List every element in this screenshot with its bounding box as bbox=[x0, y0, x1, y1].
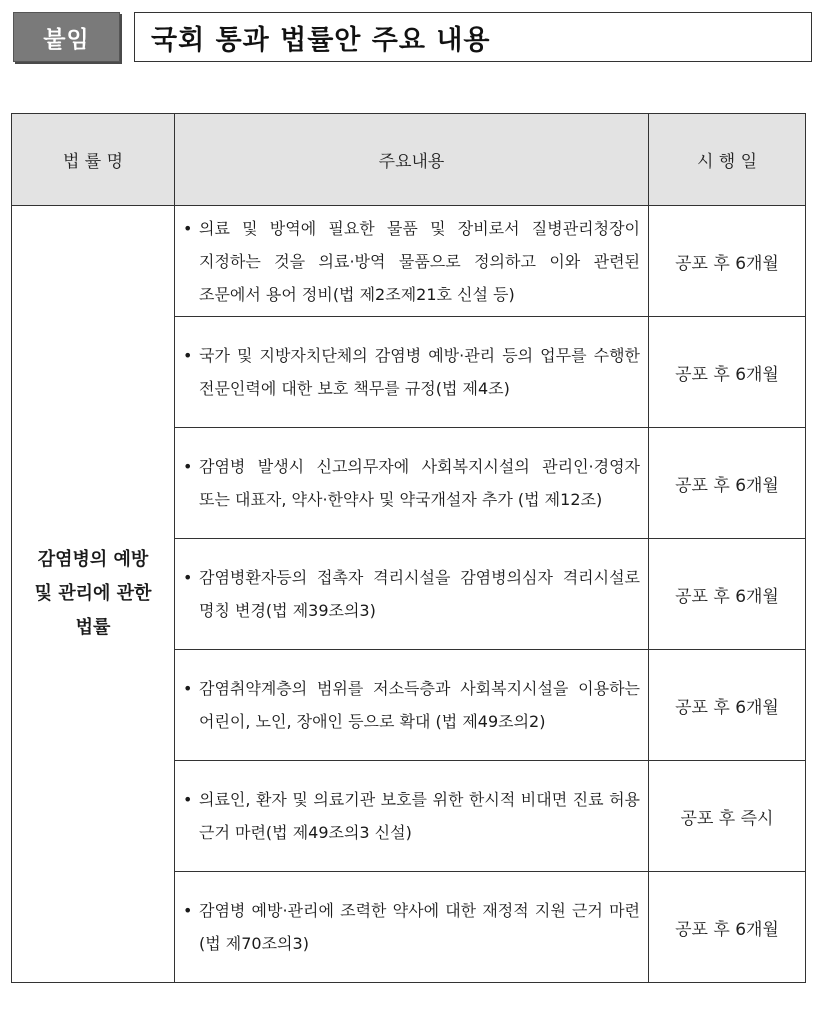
bullet: • bbox=[183, 790, 193, 809]
bullet: • bbox=[183, 218, 193, 238]
bullet: • bbox=[183, 457, 193, 476]
column-header-law-name: 법 률 명 bbox=[12, 114, 175, 206]
effective-date-cell: 공포 후 6개월 bbox=[649, 428, 806, 539]
content-text: 감염병 발생시 신고의무자에 사회복지시설의 관리인·경영자 또는 대표자, 약사·한약사 및 약국개설자 추가 (법 제12조) bbox=[199, 457, 640, 509]
effective-date-cell: 공포 후 6개월 bbox=[649, 539, 806, 650]
effective-date-cell: 공포 후 6개월 bbox=[649, 317, 806, 428]
content-text: 감염병 예방·관리에 조력한 약사에 대한 재정적 지원 근거 마련(법 제70조의3) bbox=[199, 901, 640, 953]
bullet: • bbox=[183, 346, 193, 365]
effective-date-cell: 공포 후 6개월 bbox=[649, 650, 806, 761]
content-cell bbox=[175, 872, 649, 983]
column-header-content: 주요내용 bbox=[175, 114, 649, 206]
content-cell bbox=[175, 539, 649, 650]
effective-date-cell: 공포 후 즉시 bbox=[649, 761, 806, 872]
content-text: 의료인, 환자 및 의료기관 보호를 위한 한시적 비대면 진료 허용 근거 마련(법 제49조의3 신설) bbox=[199, 790, 640, 842]
law-name-line: 법률 bbox=[75, 617, 111, 638]
law-name-line: 및 관리에 관한 bbox=[34, 583, 152, 604]
effective-date-cell: 공포 후 6개월 bbox=[649, 206, 806, 317]
content-cell bbox=[175, 761, 649, 872]
attachment-badge-label: 붙임 bbox=[43, 26, 90, 53]
content-text: 의료 및 방역에 필요한 물품 및 장비로서 질병관리청장이 지정하는 것을 의료·방역 물품으로 정의하고 이와 관련된 조문에서 용어 정비(법 제2조제21호 신설 등) bbox=[199, 218, 640, 304]
law-summary-table bbox=[11, 113, 806, 983]
content-cell bbox=[175, 317, 649, 428]
attachment-badge bbox=[13, 12, 120, 62]
page-title: 국회 통과 법률안 주요 내용 bbox=[151, 24, 491, 56]
content-text: 국가 및 지방자치단체의 감염병 예방·관리 등의 업무를 수행한 전문인력에 대한 보호 책무를 규정(법 제4조) bbox=[199, 346, 640, 398]
law-name-cell bbox=[12, 206, 175, 983]
content-text: 감염취약계층의 범위를 저소득층과 사회복지시설을 이용하는 어린이, 노인, 장애인 등으로 확대 (법 제49조의2) bbox=[199, 679, 640, 731]
content-cell bbox=[175, 428, 649, 539]
law-name-line: 감염병의 예방 bbox=[37, 549, 149, 570]
page-header bbox=[13, 12, 813, 64]
table-row bbox=[12, 206, 806, 317]
column-header-effective-date: 시 행 일 bbox=[649, 114, 806, 206]
effective-date-cell: 공포 후 6개월 bbox=[649, 872, 806, 983]
title-box bbox=[134, 12, 812, 62]
content-cell bbox=[175, 650, 649, 761]
content-cell bbox=[175, 206, 649, 317]
bullet: • bbox=[183, 679, 193, 698]
bullet: • bbox=[183, 901, 193, 920]
table-header-row bbox=[12, 114, 806, 206]
content-text: 감염병환자등의 접촉자 격리시설을 감염병의심자 격리시설로 명칭 변경(법 제39조의3) bbox=[199, 568, 640, 620]
bullet: • bbox=[183, 568, 193, 587]
